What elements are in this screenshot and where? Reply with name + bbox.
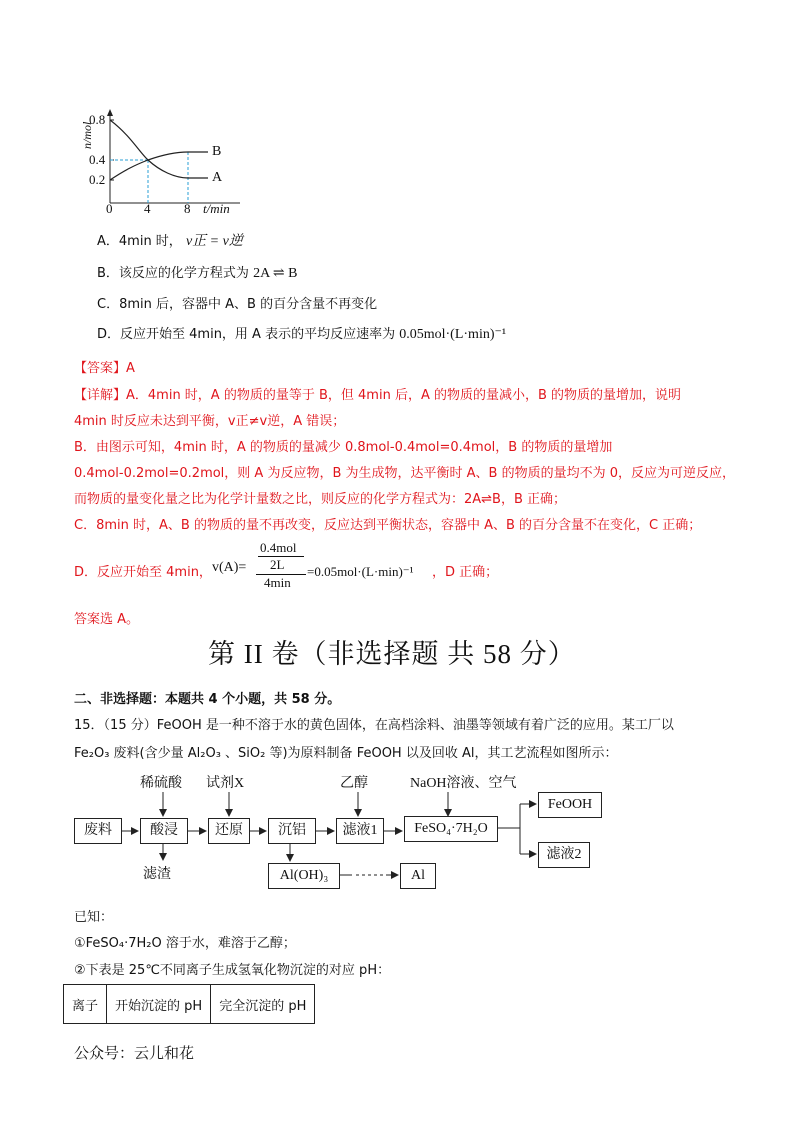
- y-tick-08: 0.8: [89, 112, 106, 127]
- detail-d-formula-right: =0.05mol·(L·min)⁻¹: [307, 564, 414, 579]
- option-a-formula: v正 = v逆: [185, 234, 243, 249]
- known-item-1: ①FeSO₄·7H₂O 溶于水，难溶于乙醇；: [74, 936, 296, 951]
- ph-table: [63, 984, 315, 1024]
- ph-table-header-complete: 完全沉淀的 pH: [211, 985, 315, 1024]
- flow-box-filtrate1: 滤液1: [336, 818, 384, 844]
- detail-line-3: B．由图示可知，4min 时，A 的物质的量减少 0.8mol-0.4mol=0.4mol，B 的物质的量增加: [74, 440, 613, 455]
- section-title: 第 II 卷（非选择题 共 58 分）: [208, 639, 576, 669]
- ph-table-header-ion: 离子: [64, 985, 107, 1024]
- reagent-ethanol: 乙醇: [340, 776, 368, 791]
- x-tick-4: 4: [144, 201, 151, 216]
- option-d-formula: 0.05mol·(L·min)⁻¹: [399, 327, 507, 342]
- reaction-graph: [80, 105, 280, 220]
- known-item-2: ②下表是 25℃不同离子生成氢氧化物沉淀的对应 pH：: [74, 963, 391, 978]
- detail-d-num-bottom: 2L: [270, 557, 285, 572]
- option-d: [97, 323, 506, 343]
- option-a-prefix: A．4min 时，: [97, 234, 182, 249]
- y-tick-04: 0.4: [89, 152, 106, 167]
- detail-line-1: 【详解】A．4min 时，A 的物质的量等于 B，但 4min 后，A 的物质的量减小，B 的物质的量增加，说明: [74, 388, 682, 403]
- known-label: 已知：: [74, 910, 114, 925]
- detail-line-4: 0.4mol-0.2mol=0.2mol，则 A 为反应物，B 为生成物，达平衡时 A、B 的物质的量均不为 0，反应为可逆反应，: [74, 466, 735, 481]
- option-c: C．8min 后，容器中 A、B 的百分含量不再变化: [97, 297, 378, 312]
- x-tick-8: 8: [184, 201, 191, 216]
- flow-box-filtrate2: 滤液2: [538, 842, 590, 868]
- footer-watermark: 公众号：云儿和花: [74, 1044, 195, 1062]
- flow-box-feooh: FeOOH: [538, 792, 602, 818]
- q15-line-2: Fe₂O₃ 废料(含少量 Al₂O₃ 、SiO₂ 等)为原料制备 FeOOH 以及回收 Al，其工艺流程如图所示：: [74, 746, 618, 761]
- flow-box-reduce: 还原: [208, 818, 250, 844]
- curve-a-label: A: [212, 170, 223, 185]
- curve-b-label: B: [212, 144, 222, 159]
- flow-box-aloh3: Al(OH)₃: [268, 863, 340, 889]
- ph-table-header-start: 开始沉淀的 pH: [107, 985, 211, 1024]
- flow-box-al: Al: [400, 863, 436, 889]
- y-axis-label: n/mol: [80, 121, 94, 149]
- flow-box-feso4: FeSO₄·7H₂O: [404, 816, 498, 842]
- final-answer: 答案选 A。: [74, 612, 140, 627]
- section-heading: 二、非选择题：本题共 4 个小题，共 58 分。: [74, 692, 341, 707]
- option-a: [97, 230, 243, 250]
- ph-table-header-row: [64, 985, 315, 1024]
- q15-line-1: 15．（15 分）FeOOH 是一种不溶于水的黄色固体，在高档涂料、油墨等领域有着广泛的应用。某工厂以: [74, 718, 674, 733]
- detail-line-2: 4min 时反应未达到平衡，v正≠v逆，A 错误；: [74, 414, 346, 429]
- detail-d-prefix: D．反应开始至 4min，: [74, 565, 212, 580]
- flow-box-acid-leach: 酸浸: [140, 818, 188, 844]
- process-flow: [0, 770, 800, 900]
- reagent-x: 试剂X: [206, 776, 245, 791]
- option-d-prefix: D．反应开始至 4min，用 A 表示的平均反应速率为: [97, 327, 396, 342]
- option-b: [97, 262, 297, 282]
- detail-line-6: C．8min 时，A、B 的物质的量不再改变，反应达到平衡状态，容器中 A、B 的百分含量不在变化，C 正确；: [74, 518, 702, 533]
- detail-d-suffix: ，D 正确；: [432, 565, 499, 580]
- flow-box-al-precip: 沉铝: [268, 818, 316, 844]
- reagent-naoh: NaOH溶液、空气: [410, 776, 517, 791]
- detail-d-num-top: 0.4mol: [260, 540, 297, 555]
- x-tick-0: 0: [106, 201, 113, 216]
- detail-line-5: 而物质的量变化量之比为化学计量数之比，则反应的化学方程式为：2A⇌B，B 正确；: [74, 492, 567, 507]
- detail-d-den: 4min: [264, 575, 291, 590]
- flow-box-feed: 废料: [74, 818, 122, 844]
- x-axis-label: t/min: [203, 201, 230, 216]
- answer-label: 【答案】A: [74, 361, 135, 376]
- detail-d-formula-left: v(A)=: [212, 560, 247, 575]
- option-b-prefix: B．该反应的化学方程式为: [97, 266, 249, 281]
- reagent-acid: 稀硫酸: [140, 776, 182, 791]
- option-b-formula: 2A ⇌ B: [253, 266, 298, 281]
- residue-label: 滤渣: [143, 867, 171, 882]
- y-tick-02: 0.2: [89, 172, 106, 187]
